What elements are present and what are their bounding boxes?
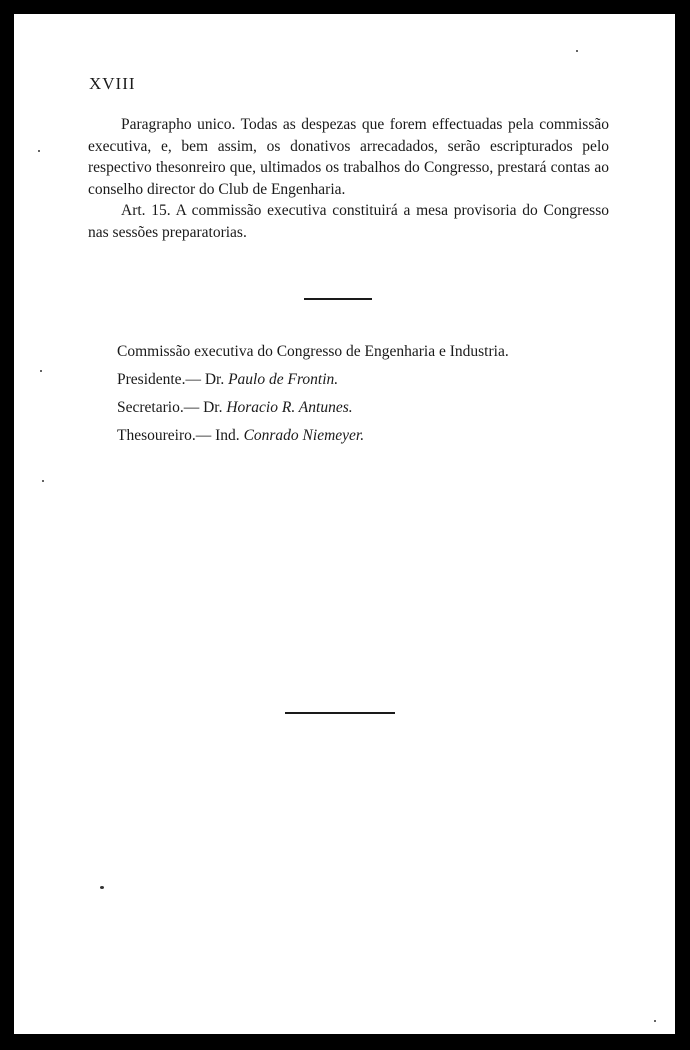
scan-speck (576, 50, 578, 52)
end-divider (285, 712, 395, 714)
document-page (14, 14, 675, 1034)
article-text (88, 114, 609, 243)
scan-speck (654, 1020, 656, 1022)
member-role: Secretario.— Dr. (117, 399, 223, 416)
paragrapho-unico: Paragrapho unico. Todas as despezas que forem effectuadas pela commissão executiva, e, bem assim, os donativos arrecadados, serão escripturados pelo respectivo thesonreiro que, ultimados os trabalhos do Congresso, prestará contas ao conselho director do Club de Engenharia. (88, 116, 609, 198)
member-name: Conrado Niemeyer. (243, 427, 365, 444)
member-role: Presidente.— Dr. (117, 371, 225, 388)
commission-heading: Commissão executiva do Congresso de Engenharia e Industria. (117, 343, 509, 360)
scan-speck (42, 480, 44, 482)
scan-speck (100, 886, 104, 889)
member-name: Paulo de Frontin. (228, 371, 339, 388)
scan-speck (40, 370, 42, 372)
commission-list (117, 338, 509, 450)
section-divider (304, 298, 372, 300)
article-15: Art. 15. A commissão executiva constituirá a mesa provisoria do Congresso nas sessões preparatorias. (88, 202, 609, 241)
member-name: Horacio R. Antunes. (226, 399, 353, 416)
commission-member-president (117, 366, 509, 394)
commission-member-treasurer (117, 422, 509, 450)
member-role: Thesoureiro.— Ind. (117, 427, 240, 444)
scan-speck (38, 150, 40, 152)
page-number: XVIII (89, 74, 136, 93)
commission-member-secretary (117, 394, 509, 422)
